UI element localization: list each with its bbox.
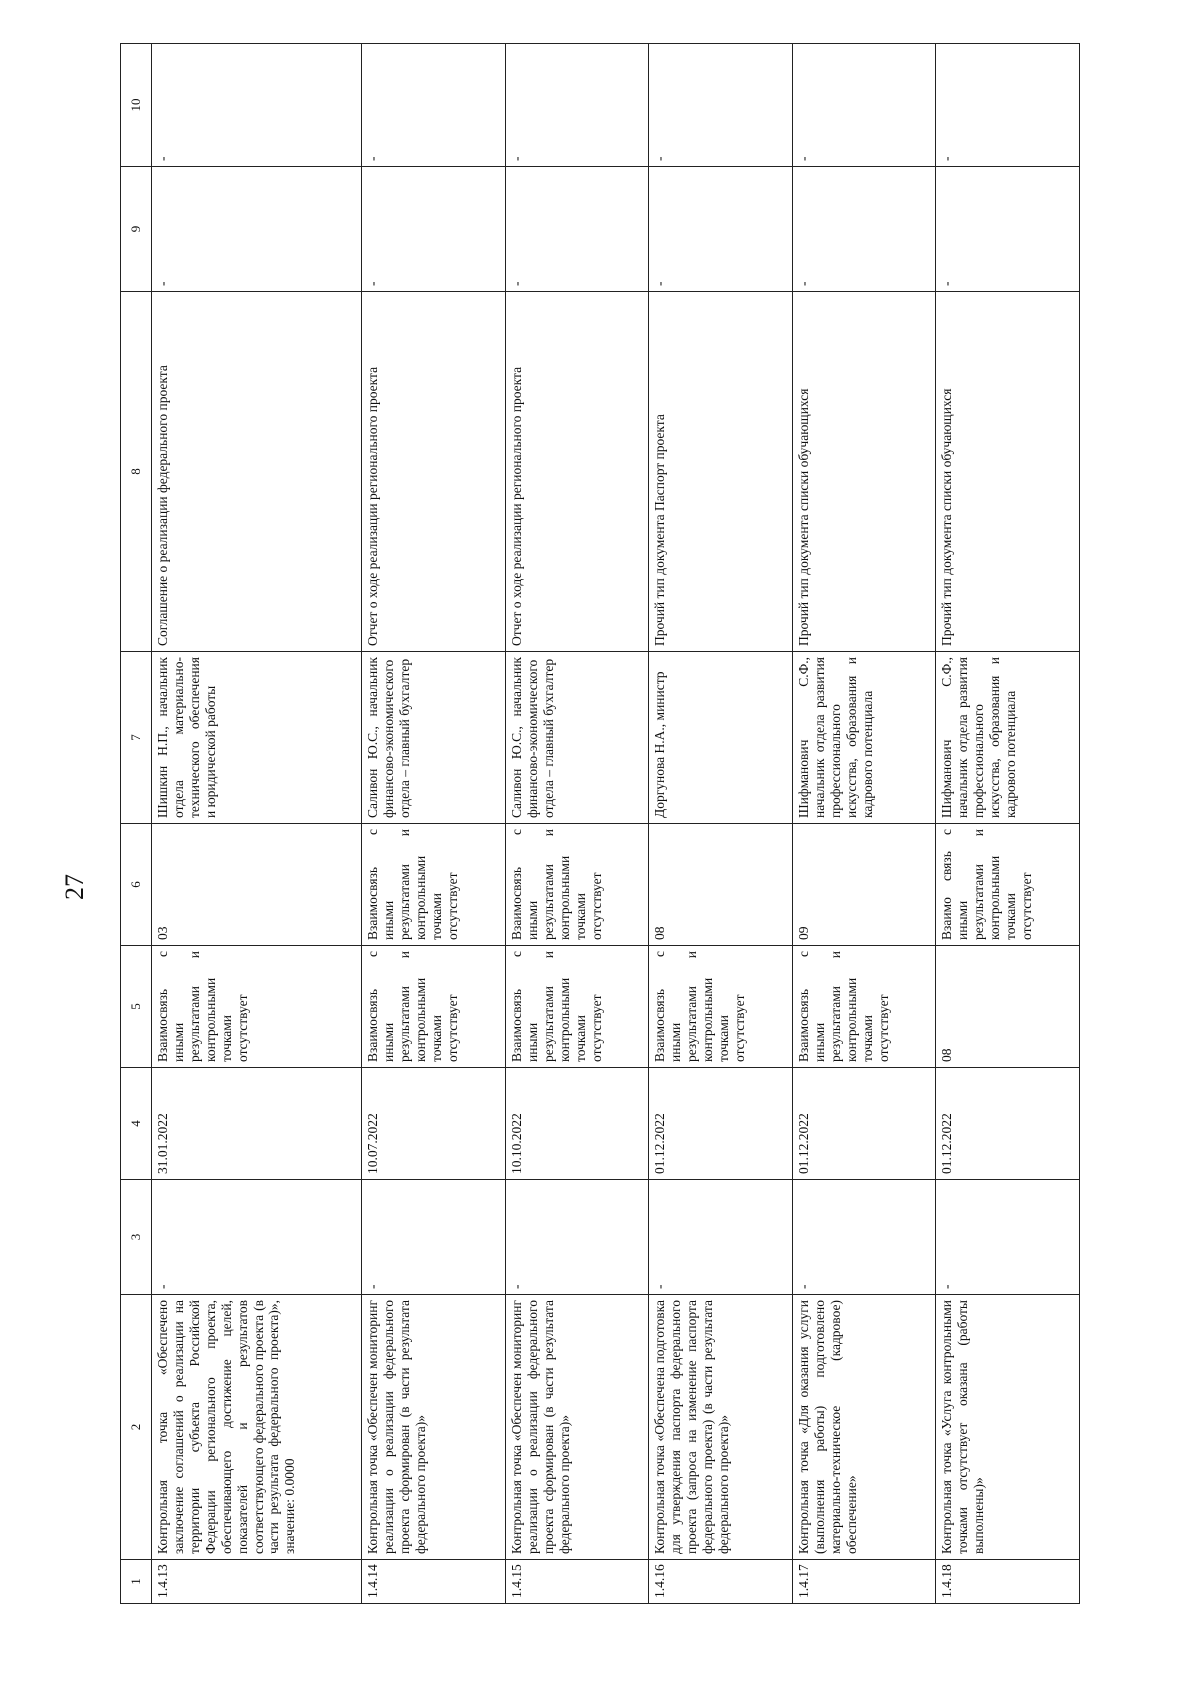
col3-value: -: [792, 1180, 936, 1295]
col3-value: -: [649, 1180, 793, 1295]
header-cell: 1: [121, 1560, 152, 1604]
col10-value: -: [505, 44, 649, 167]
header-row: [121, 44, 152, 1604]
col10-value: -: [362, 44, 506, 167]
col6-value: 03: [152, 824, 362, 946]
control-point-text: Контрольная точка «Обеспечен мониторинг реализации о реализации федерального проекта сформирован (в части результата федерального проекта)»: [362, 1295, 506, 1560]
header-cell: 3: [121, 1180, 152, 1295]
row-number: 1.4.17: [792, 1560, 936, 1604]
row-number: 1.4.14: [362, 1560, 506, 1604]
row-number: 1.4.16: [649, 1560, 793, 1604]
document-cell: Прочий тип документа списки обучающихся: [936, 292, 1080, 652]
row-number: 1.4.13: [152, 1560, 362, 1604]
responsible-cell: Шифманович С.Ф., начальник отдела развития профессионального искусства, образования и кадрового потенциала: [792, 652, 936, 824]
table-row: [362, 44, 506, 1604]
control-point-text: Контрольная точка «Обеспечен мониторинг реализации о реализации федерального проекта сформирован (в части результата федерального проекта)»: [505, 1295, 649, 1560]
header-cell: 7: [121, 652, 152, 824]
responsible-cell: Шифманович С.Ф., начальник отдела развития профессионального искусства, образования и кадрового потенциала: [936, 652, 1080, 824]
control-point-text: Контрольная точка «Обеспечено заключение соглашений о реализации на территории субъекта Российской Федерации регионального проекта, обеспечивающего достижение целей, показателей и результатов соответствующего федерального проекта (в части результата федерального проекта)», значение: 0.0000: [152, 1295, 362, 1560]
table-row: [505, 44, 649, 1604]
responsible-cell: Доргунова Н.А., министр: [649, 652, 793, 824]
col9-value: -: [362, 167, 506, 292]
col5-value: Взаимосвязь с иными результатами и контрольными точками отсутствует: [152, 946, 362, 1068]
table-row: [792, 44, 936, 1604]
date-cell: 01.12.2022: [792, 1068, 936, 1180]
table-row: [936, 44, 1080, 1604]
header-cell: 8: [121, 292, 152, 652]
col3-value: -: [505, 1180, 649, 1295]
col6-value: Взаимосвязь с иными результатами и контрольными точками отсутствует: [362, 824, 506, 946]
control-point-text: Контрольная точка «Обеспечена подготовка для утверждения паспорта федерального проекта (запроса на изменение паспорта федерального проекта) (в части результата федерального проекта)»: [649, 1295, 793, 1560]
table-row: [152, 44, 362, 1604]
col9-value: -: [936, 167, 1080, 292]
col3-value: -: [936, 1180, 1080, 1295]
document-cell: Соглашение о реализации федерального проекта: [152, 292, 362, 652]
col5-value: Взаимосвязь с иными результатами и контрольными точками отсутствует: [505, 946, 649, 1068]
col9-value: -: [792, 167, 936, 292]
col6-value: 08: [649, 824, 793, 946]
responsible-cell: Шишкин Н.П., начальник отдела материально-технического обеспечения и юридической работы: [152, 652, 362, 824]
col9-value: -: [649, 167, 793, 292]
control-point-text: Контрольная точка «Для оказания услуги (выполнения работы) подготовлено материально-техническое (кадровое) обеспечение»: [792, 1295, 936, 1560]
col3-value: -: [152, 1180, 362, 1295]
document-cell: Отчет о ходе реализации регионального проекта: [505, 292, 649, 652]
header-cell: 5: [121, 946, 152, 1068]
col5-value: Взаимосвязь с иными результатами и контрольными точками отсутствует: [362, 946, 506, 1068]
col6-value: Взаимо связь с иными результатами и контрольными точками отсутствует: [936, 824, 1080, 946]
document-cell: Прочий тип документа Паспорт проекта: [649, 292, 793, 652]
col5-value: Взаимосвязь с иными результатами и контрольными точками отсутствует: [649, 946, 793, 1068]
date-cell: 10.07.2022: [362, 1068, 506, 1180]
page-number: 27: [60, 874, 89, 900]
control-points-table: [120, 43, 1080, 1604]
header-cell: 10: [121, 44, 152, 167]
document-cell: Прочий тип документа списки обучающихся: [792, 292, 936, 652]
col10-value: -: [649, 44, 793, 167]
date-cell: 31.01.2022: [152, 1068, 362, 1180]
rotated-table-wrapper: [120, 44, 1080, 1604]
col9-value: -: [505, 167, 649, 292]
header-cell: 6: [121, 824, 152, 946]
document-cell: Отчет о ходе реализации регионального проекта: [362, 292, 506, 652]
date-cell: 01.12.2022: [649, 1068, 793, 1180]
responsible-cell: Саливон Ю.С., начальник финансово-экономического отдела – главный бухгалтер: [362, 652, 506, 824]
col9-value: -: [152, 167, 362, 292]
col6-value: Взаимосвязь с иными результатами и контрольными точками отсутствует: [505, 824, 649, 946]
date-cell: 01.12.2022: [936, 1068, 1080, 1180]
row-number: 1.4.15: [505, 1560, 649, 1604]
date-cell: 10.10.2022: [505, 1068, 649, 1180]
col10-value: -: [152, 44, 362, 167]
header-cell: 9: [121, 167, 152, 292]
header-cell: 4: [121, 1068, 152, 1180]
col5-value: 08: [936, 946, 1080, 1068]
col5-value: Взаимосвязь с иными результатами и контрольными точками отсутствует: [792, 946, 936, 1068]
col3-value: -: [362, 1180, 506, 1295]
col10-value: -: [936, 44, 1080, 167]
responsible-cell: Саливон Ю.С., начальник финансово-экономического отдела – главный бухгалтер: [505, 652, 649, 824]
control-point-text: Контрольная точка «Услуга контрольными точками отсутствует оказана (работы выполнены)»: [936, 1295, 1080, 1560]
col10-value: -: [792, 44, 936, 167]
row-number: 1.4.18: [936, 1560, 1080, 1604]
table-row: [649, 44, 793, 1604]
col6-value: 09: [792, 824, 936, 946]
header-cell: 2: [121, 1295, 152, 1560]
